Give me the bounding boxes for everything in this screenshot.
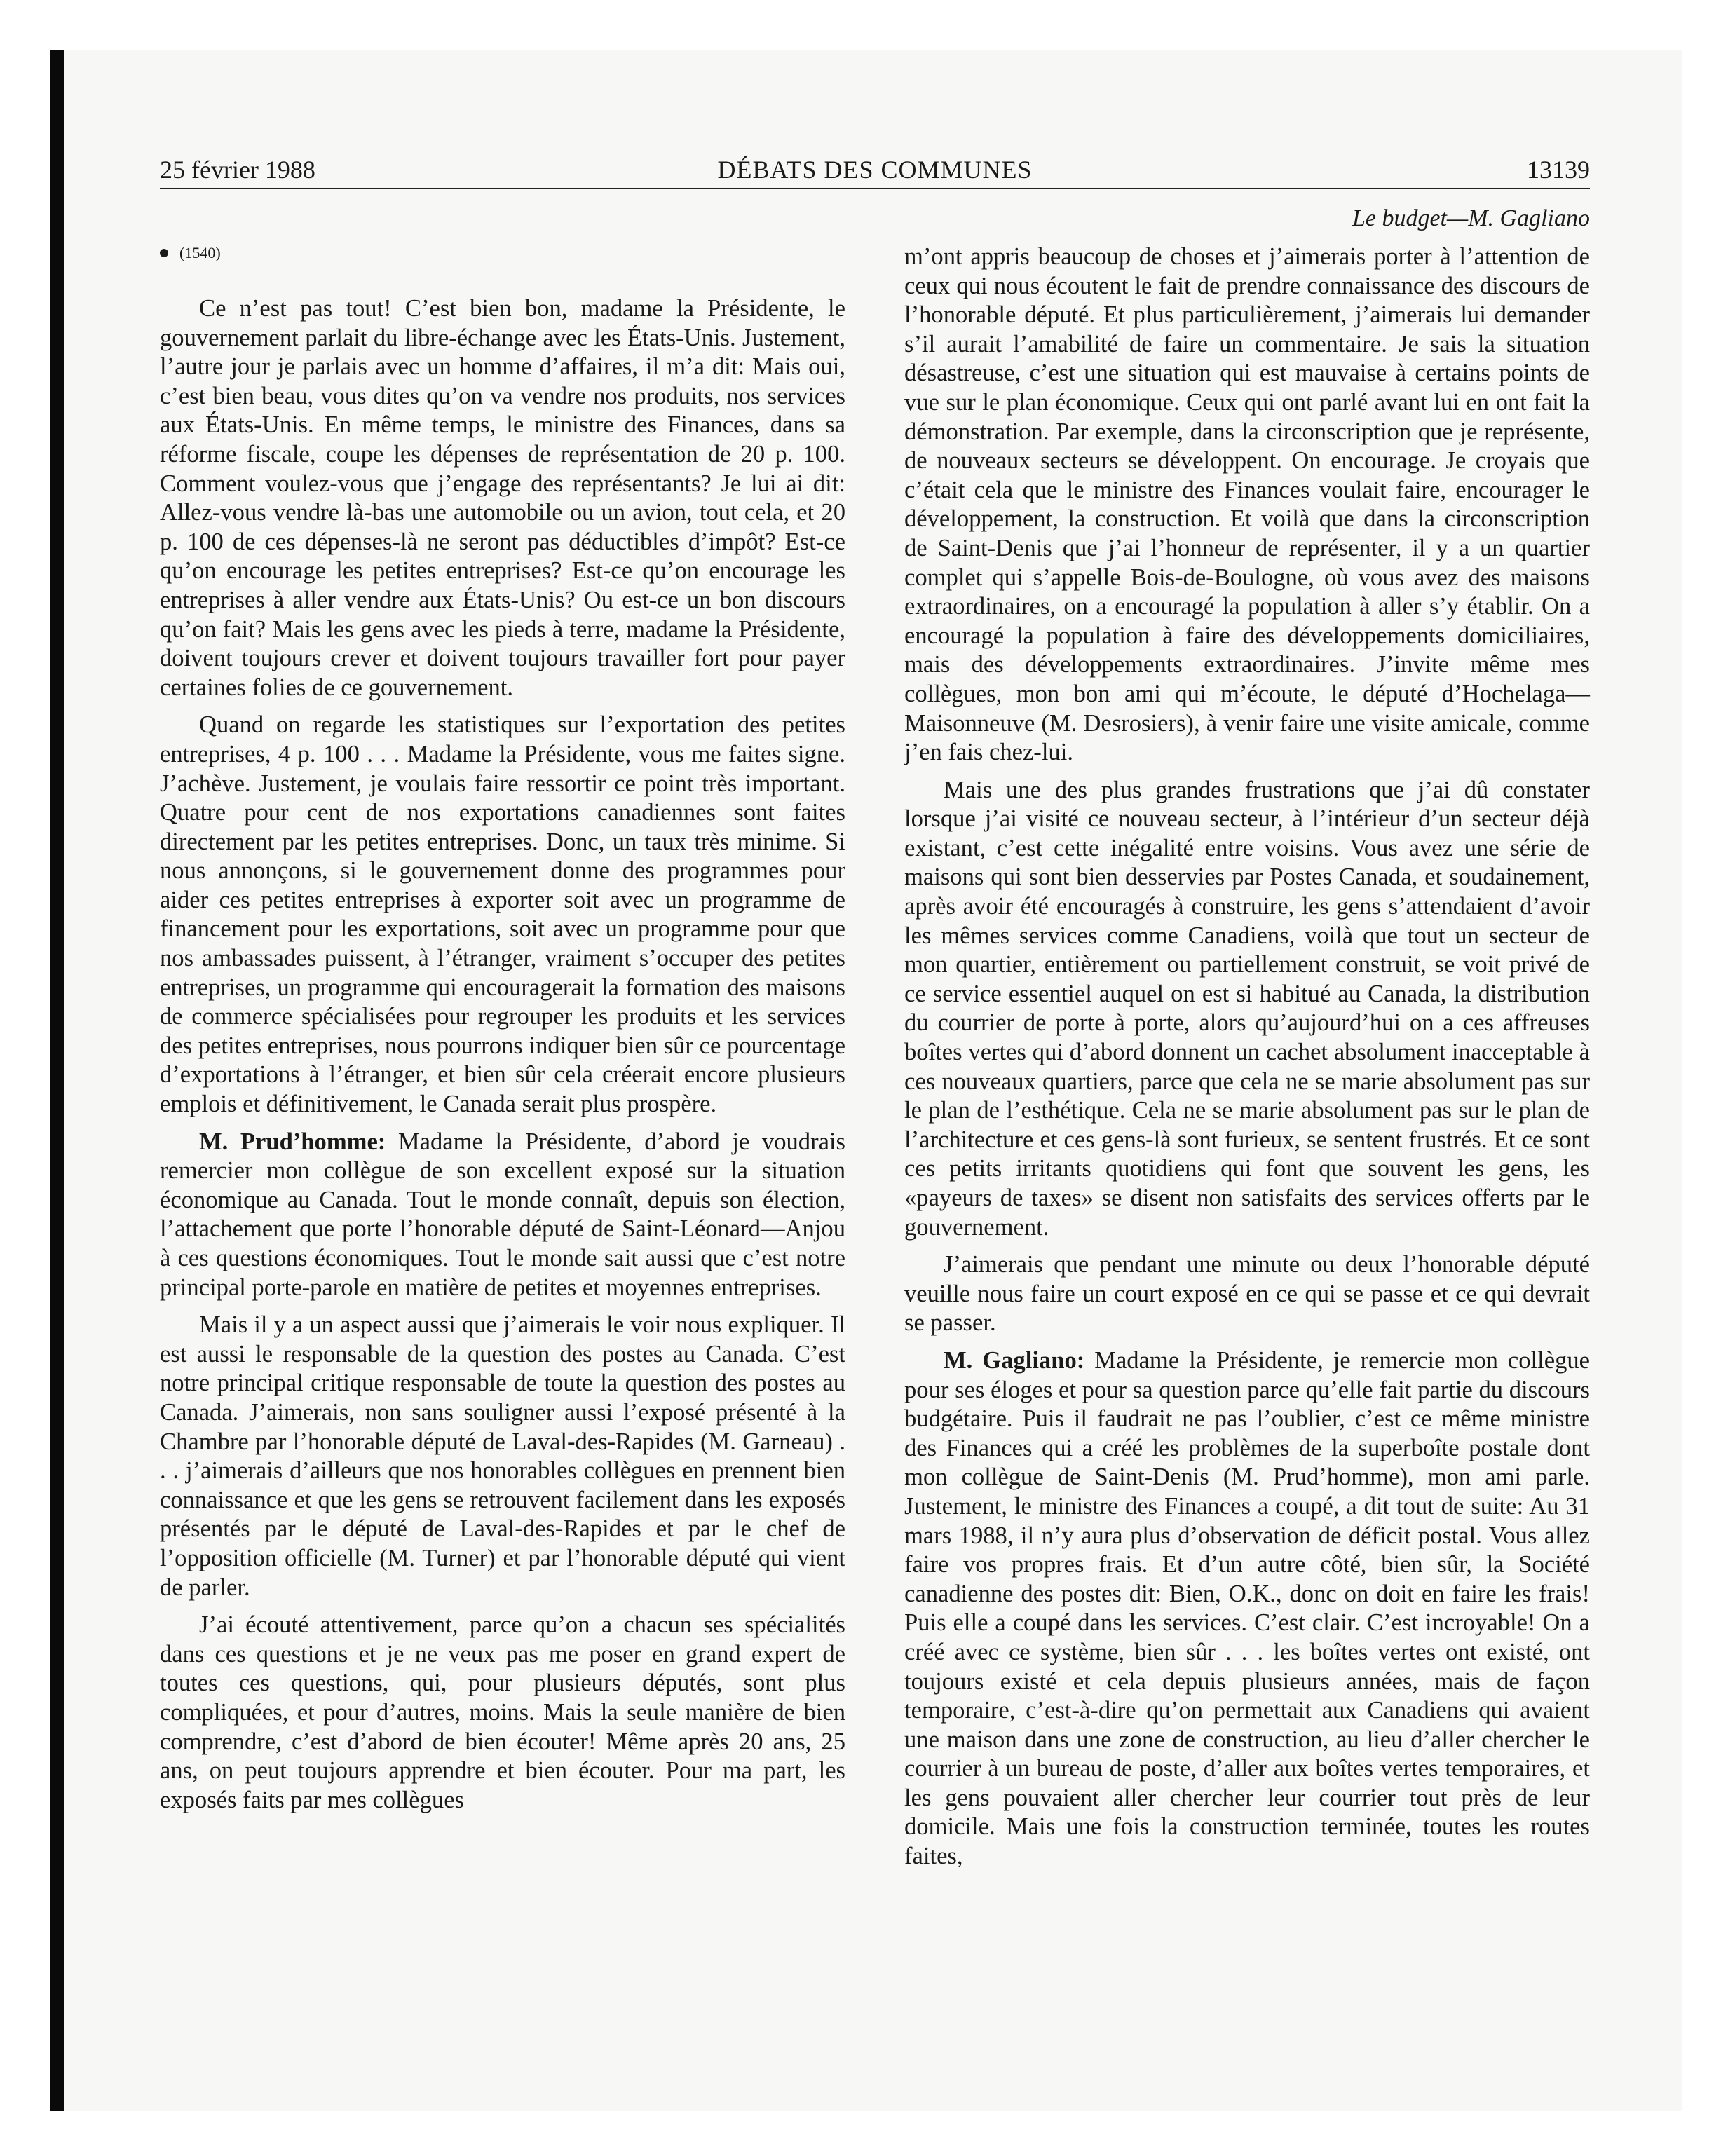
running-head: Le budget—M. Gagliano xyxy=(1352,205,1590,231)
paragraph: m’ont appris beaucoup de choses et j’aimerais porter à l’attention de ceux qui nous écoutent le fait de prendre connaissance des discours de l’honorable député. Et plus particulièrement, j’aimerais lui demander s’il aurait l’amabilité de faire un commentaire. Je sais la situation désastreuse, c’est une situation qui est mauvaise à certains points de vue sur le plan économique. Ceux qui ont parlé avant lui en ont fait la démonstration. Par exemple, dans la circonscription que je représente, de nouveaux secteurs se développent. On encourage. Je croyais que c’était cela que le ministre des Finances voulait faire, encourager le développement, la construction. Et voilà que dans la circonscription de Saint-Denis que j’ai l’honneur de représenter, il y a un quartier complet qui s’appelle Bois-de-Boulogne, où vous avez des maisons extraordinaires, on a encouragé la population à aller s’y établir. On a encouragé la population à faire des développements domiciliaires, mais des développements extraordinaires. J’invite même mes collègues, mon bon ami qui m’écoute, le député d’Hochelaga—Maisonneuve (M. Desrosiers), à venir faire une visite amicale, comme j’en fais chez-lui. xyxy=(904,243,1590,766)
paragraph: Mais il y a un aspect aussi que j’aimerais le voir nous expliquer. Il est aussi le responsable de la question des postes au Canada. C’est notre principal critique responsable de toute la question des postes au Canada. J’aimerais, non sans souligner aussi l’exposé présenté à la Chambre par l’honorable député de Laval-des-Rapides (M. Garneau) . . . j’aimerais d’ailleurs que nos honorables collègues en prennent bien connaissance et que les gens se retrouvent facilement dans les exposés présentés par le député de Laval-des-Rapides et par le chef de l’opposition officielle (M. Turner) et par l’honorable député qui vient de parler. xyxy=(160,1311,845,1601)
bullet-icon xyxy=(160,249,168,257)
speech-text: Madame la Présidente, d’abord je voudrais remercier mon collègue de son excellent exposé sur la situation économique au Canada. Tout le monde connaît, depuis son élection, l’attachement que porte l’honorable député de Saint-Léonard—Anjou à ces questions économiques. Tout le monde sait aussi que c’est notre principal porte-parole en matière de petites et moyennes entreprises. xyxy=(160,1128,845,1301)
scan-binding-edge xyxy=(50,50,64,2111)
paragraph xyxy=(904,1346,1590,1871)
header-date: 25 février 1988 xyxy=(160,156,315,184)
header-page-number: 13139 xyxy=(1527,156,1590,184)
speaker-name: M. Prud’homme: xyxy=(199,1128,386,1155)
paragraph: Quand on regarde les statistiques sur l’exportation des petites entreprises, 4 p. 100 . . . Madame la Présidente, vous me faites signe. J’achève. Justement, je voulais faire ressortir ce point très important. Quatre pour cent de nos exportations canadiennes sont faites directement par les petites entreprises. Donc, un taux très minime. Si nous annonçons, si le gouvernement donne des programmes pour aider ces petites entreprises à exporter soit avec un programme de financement pour les exportations, soit avec un programme pour que nos ambassades puissent, à l’étranger, vraiment s’occuper des petites entreprises, un programme qui encouragerait la formation des maisons de commerce spécialisées pour regrouper les produits et les services des petites entreprises, nous pourrons indiquer bien sûr ce pourcentage d’exportations à l’étranger, et bien sûr cela créerait encore plusieurs emplois et définitivement, le Canada serait plus prospère. xyxy=(160,711,845,1118)
left-column xyxy=(160,243,845,1823)
time-marker xyxy=(160,243,845,264)
paragraph: J’ai écouté attentivement, parce qu’on a chacun ses spécialités dans ces questions et je ne veux pas me poser en grand expert de toutes ces questions, qui, pour plusieurs députés, sont plus compliquées, et pour d’autres, moins. Mais la seule manière de bien comprendre, c’est d’abord de bien écouter! Même après 20 ans, 25 ans, on peut toujours apprendre et bien écouter. Pour ma part, les exposés faits par mes collègues xyxy=(160,1611,845,1813)
paragraph: Mais une des plus grandes frustrations que j’ai dû constater lorsque j’ai visité ce nouveau secteur, à l’intérieur d’un secteur déjà existant, c’est cette inégalité entre voisins. Vous avez une série de maisons qui sont bien desservies par Postes Canada, et soudainement, après avoir été encouragés à construire, les gens s’attendaient d’avoir les mêmes services comme Canadiens, voilà que tout un secteur de mon quartier, entièrement ou partiellement construit, se voit privé de ce service essentiel auquel on est si habitué au Canada, la distribution du courrier de porte à porte, alors qu’aujourd’hui on a ces affreuses boîtes vertes qui d’abord donnent un cachet absolument inacceptable à ces nouveaux quartiers, parce que cela ne se marie absolument pas sur le plan de l’esthétique. Cela ne se marie absolument pas sur le plan de l’architecture et ces gens-là sont furieux, se sentent frustrés. Et ce sont ces petits irritants quotidiens qui font que souvent les gens, les «payeurs de taxes» se disent non satisfaits des services offerts par le gouvernement. xyxy=(904,776,1590,1241)
speech-text: Madame la Présidente, je remercie mon collègue pour ses éloges et pour sa question parce qu’elle fait partie du discours budgétaire. Puis il faudrait ne pas l’oublier, c’est ce même ministre des Finances qui a créé les problèmes de la superboîte postale dont mon collègue de Saint-Denis (M. Prud’homme), mon ami parle. Justement, le ministre des Finances a coupé, a dit tout de suite: Au 31 mars 1988, il n’y aura plus d’observation de déficit postal. Vous allez faire vos propres frais. Et d’un autre côté, bien sûr, la Société canadienne des postes dit: Bien, O.K., donc on doit en faire les frais! Puis elle a coupé dans les services. C’est clair. C’est incroyable! On a créé avec ce système, bien sûr . . . les boîtes vertes ont existé, ont toujours existé et cela depuis plusieurs années, mais de façon temporaire, c’est-à-dire qu’on permettait aux Canadiens qui avaient une maison dans une zone de construction, au lieu d’aller chercher le courrier à un bureau de poste, d’aller aux boîtes vertes temporaires, et les gens pouvaient aller chercher leur courrier tout près de leur domicile. Mais une fois la construction terminée, toutes les routes faites, xyxy=(904,1346,1591,1870)
paragraph xyxy=(160,1128,845,1303)
right-column xyxy=(904,243,1590,1880)
time-marker-label: (1540) xyxy=(179,244,221,261)
page-header xyxy=(160,151,1590,189)
paragraph: J’aimerais que pendant une minute ou deux l’honorable député veuille nous faire un court exposé en ce qui se passe et ce qui devrait se passer. xyxy=(904,1251,1590,1337)
speaker-name: M. Gagliano: xyxy=(944,1346,1085,1374)
paragraph: Ce n’est pas tout! C’est bien bon, madame la Présidente, le gouvernement parlait du libre-échange avec les États-Unis. Justement, l’autre jour je parlais avec un homme d’affaires, il m’a dit: Mais oui, c’est bien beau, vous dites qu’on va vendre nos produits, nos services aux États-Unis. En même temps, le ministre des Finances, dans sa réforme fiscale, coupe les dépenses de représentation de 20 p. 100. Comment voulez-vous que j’engage des représentants? Je lui ai dit: Allez-vous vendre là-bas une automobile ou un avion, tout cela, et 20 p. 100 de ces dépenses-là ne seront pas déductibles d’impôt? Est-ce qu’on encourage les petites entreprises? Est-ce qu’on encourage les entreprises à aller vendre aux États-Unis? Ou est-ce un bon discours qu’on fait? Mais les gens avec les pieds à terre, madame la Présidente, doivent toujours crever et doivent toujours travailler fort pour payer certaines folies de ce gouvernement. xyxy=(160,295,845,701)
header-title: DÉBATS DES COMMUNES xyxy=(717,156,1033,184)
